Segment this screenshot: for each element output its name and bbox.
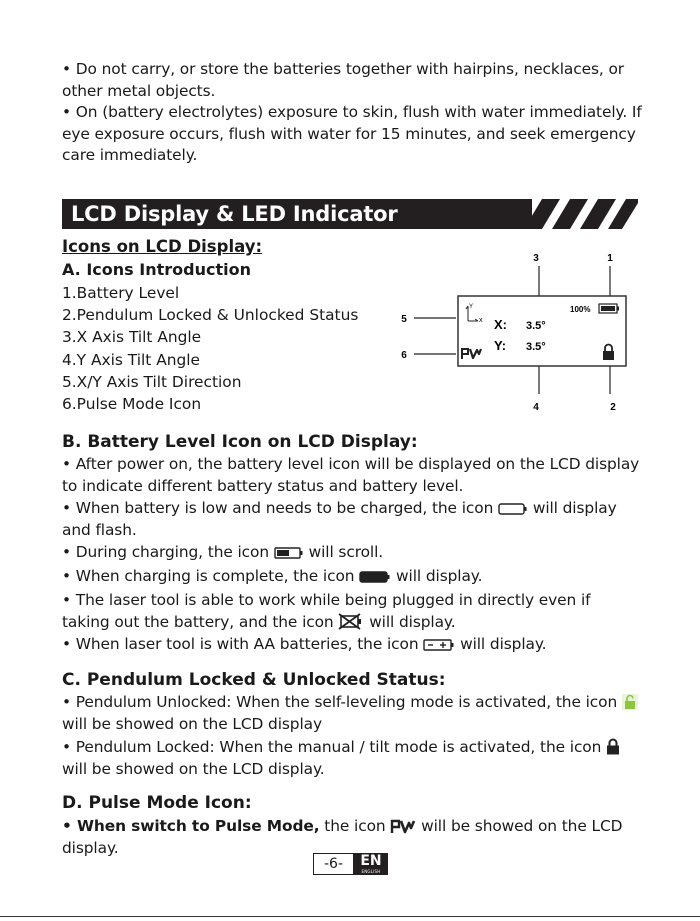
y-axis-tilt-value: 3.5°	[526, 341, 546, 353]
battery-full-icon	[359, 570, 391, 584]
x-axis-label: X:	[494, 317, 507, 332]
list-item: 1.Battery Level	[62, 284, 180, 302]
list-item: 2.Pendulum Locked & Unlocked Status	[62, 306, 359, 325]
callout-6: 6	[401, 350, 407, 361]
no-battery-icon	[338, 613, 364, 630]
plugged-in-text: • The laser tool is able to work while being plugged in directly even if taking out the battery, and the icon will display.	[62, 591, 591, 631]
svg-text:Y: Y	[469, 304, 474, 310]
aa-batteries-text: • When laser tool is with AA batteries, the icon will display.	[62, 635, 547, 653]
callout-4: 4	[533, 402, 539, 413]
battery-full-icon	[599, 304, 619, 313]
battery-charging-text: • During charging, the icon will scroll.	[62, 543, 384, 561]
pendulum-status-heading: C. Pendulum Locked & Unlocked Status:	[62, 670, 446, 690]
svg-text:x: x	[479, 317, 483, 324]
unlock-icon	[622, 694, 638, 710]
pendulum-locked-text: • Pendulum Locked: When the manual / tilt mode is activated, the icon will be showed on the LCD display.	[62, 737, 642, 780]
banner-stripes-decoration	[524, 199, 638, 229]
list-item: 5.X/Y Axis Tilt Direction	[62, 372, 242, 391]
pendulum-unlocked-text: • Pendulum Unlocked: When the self-leveling mode is activated, the icon will be showed on the LCD display	[62, 692, 642, 735]
battery-level-intro: • After power on, the battery level icon will be displayed on the LCD display to indicate different battery status and battery level.	[62, 455, 640, 495]
lock-icon	[606, 738, 620, 755]
pulse-mode-icon	[390, 818, 416, 834]
page-number: -6-	[313, 853, 354, 875]
y-axis-label: Y:	[494, 338, 507, 353]
bottom-rule	[0, 916, 700, 917]
battery-complete-text: • When charging is complete, the icon will display.	[62, 567, 483, 585]
list-item: 4.Y Axis Tilt Angle	[62, 350, 201, 369]
page-footer	[313, 853, 388, 875]
lcd-display-diagram	[398, 248, 638, 416]
battery-warning-metal: • Do not carry, or store the batteries together with hairpins, necklaces, or other metal objects.	[62, 60, 625, 100]
callout-1: 1	[607, 253, 613, 264]
section-banner	[62, 199, 638, 229]
list-item: 3.X Axis Tilt Angle	[62, 328, 202, 347]
language-badge: EN ENGLISH	[354, 853, 388, 875]
battery-empty-icon	[498, 502, 528, 516]
battery-low-text: • When battery is low and needs to be charged, the icon will display and flash.	[62, 499, 617, 539]
battery-charging-icon	[274, 546, 304, 560]
pulse-mode-heading: D. Pulse Mode Icon:	[62, 793, 252, 813]
list-item: 6.Pulse Mode Icon	[62, 395, 202, 414]
battery-level-heading: B. Battery Level Icon on LCD Display:	[62, 432, 418, 452]
battery-warning-electrolyte: • On (battery electrolytes) exposure to skin, flush with water immediately. If eye exposure occurs, flush with water for 15 minutes, and seek emergency care immediately.	[62, 103, 642, 164]
icons-introduction-heading: A. Icons Introduction	[62, 260, 251, 279]
icons-on-lcd-heading: Icons on LCD Display:	[62, 237, 263, 256]
pulse-mode-text: • When switch to Pulse Mode, the icon will be showed on the LCD display.	[62, 817, 623, 857]
aa-battery-icon	[423, 638, 455, 652]
section-banner-title: LCD Display & LED Indicator	[71, 202, 398, 226]
callout-5: 5	[401, 314, 407, 325]
x-axis-tilt-value: 3.5°	[526, 320, 546, 332]
callout-2: 2	[610, 402, 616, 413]
callout-3: 3	[533, 253, 539, 264]
battery-percent: 100%	[570, 305, 591, 314]
icons-introduction-list	[62, 282, 358, 415]
